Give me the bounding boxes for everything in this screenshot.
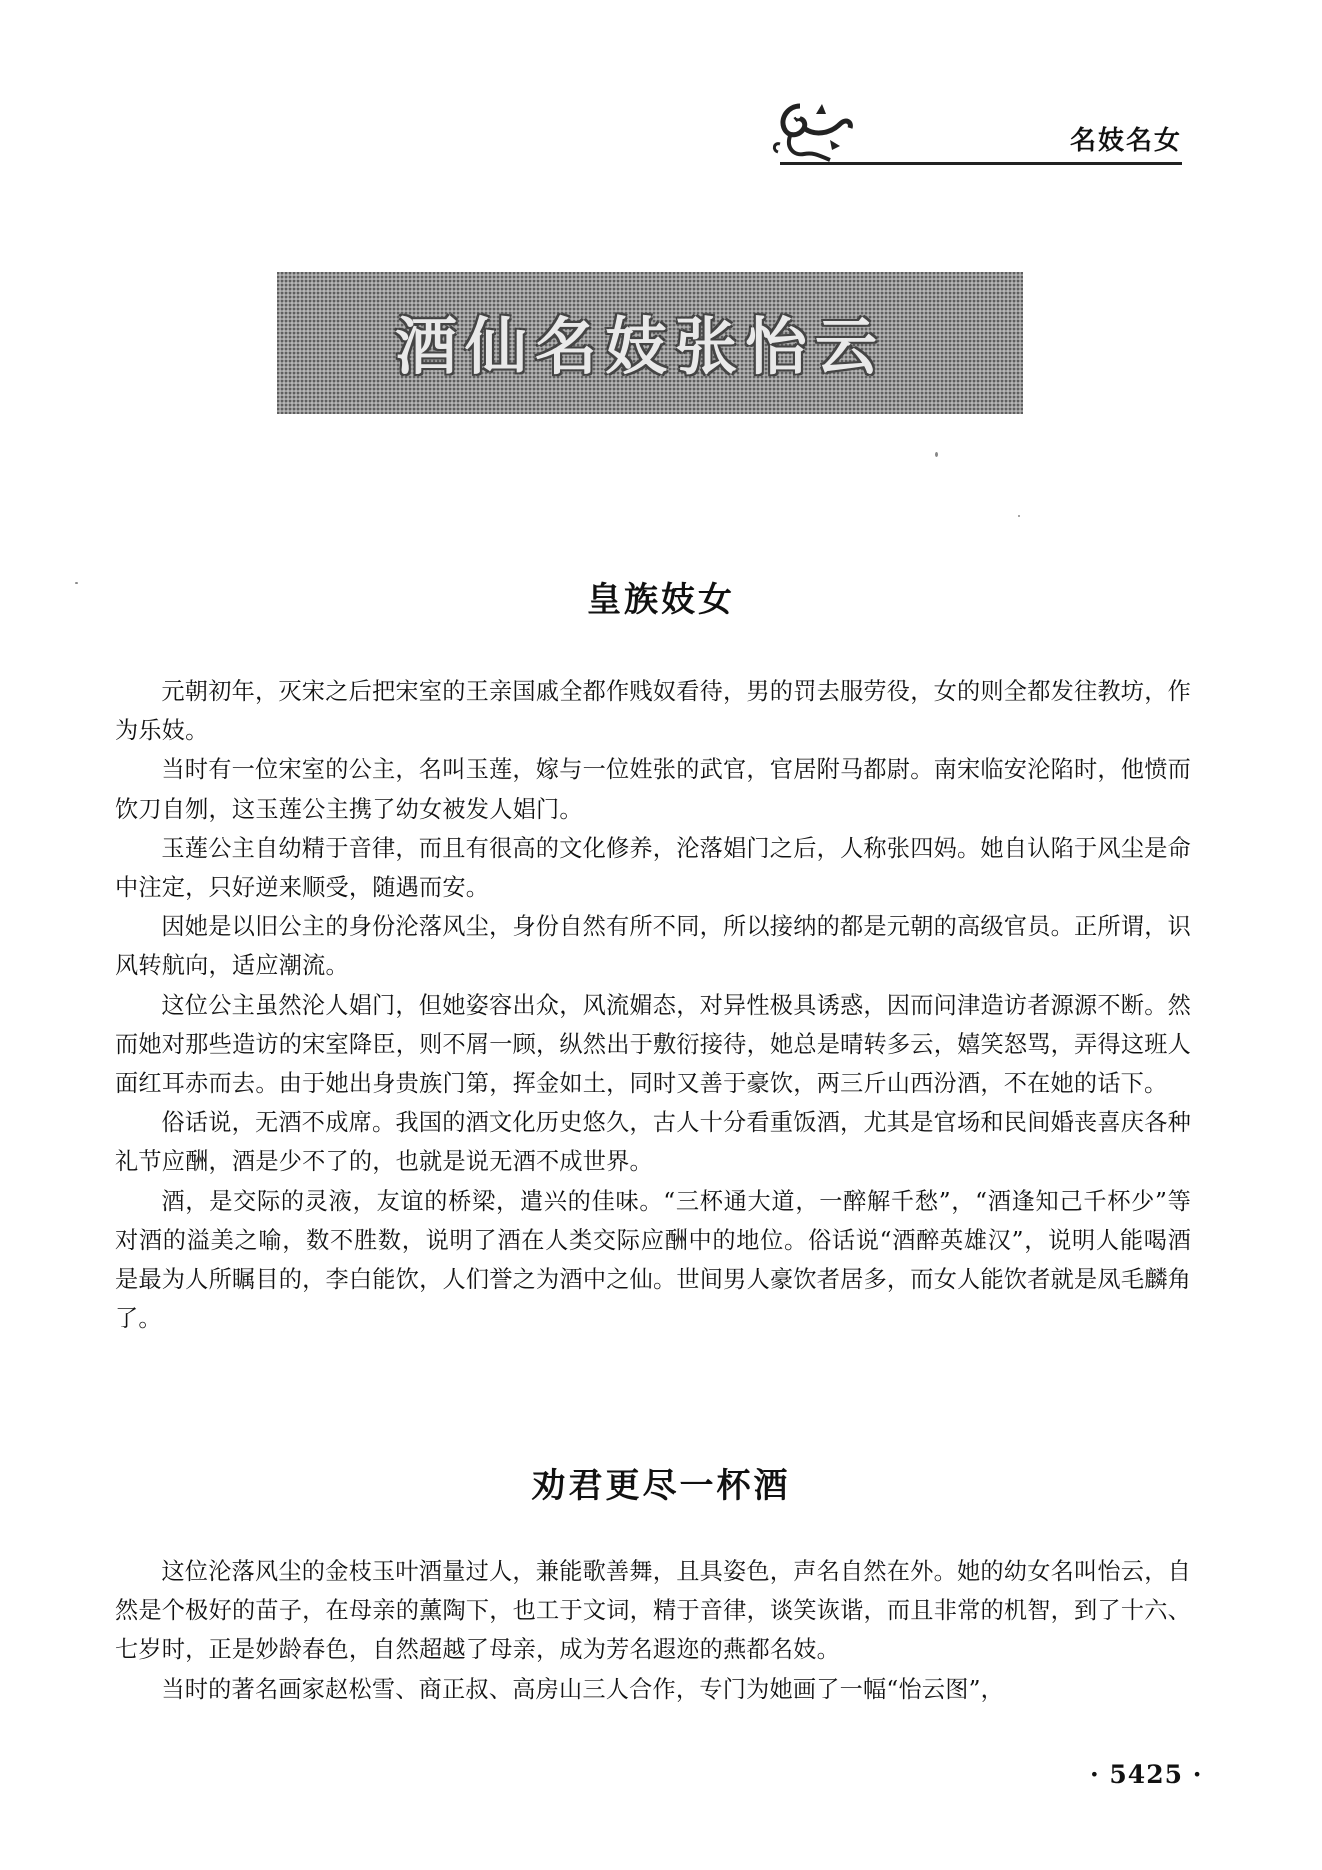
scan-speck xyxy=(75,582,78,584)
paragraph: 元朝初年，灭宋之后把宋室的王亲国戚全都作贱奴看待，男的罚去服劳役，女的则全都发往教坊，作为乐妓。 xyxy=(115,678,1191,745)
paragraph: 这位公主虽然沦人娼门，但她姿容出众，风流媚态，对异性极具诱惑，因而问津造访者源源不断。然而她对那些造访的宋室降臣，则不屑一顾，纵然出于敷衍接待，她总是晴转多云，嬉笑怒骂，弄得这班人面红耳赤而去。由于她出身贵族门第，挥金如土，同时又善于豪饮，两三斤山西汾酒，不在她的话下。 xyxy=(115,991,1191,1098)
header-rule xyxy=(780,162,1182,165)
running-header xyxy=(770,90,1190,170)
section-body xyxy=(115,1552,1191,1709)
section-heading: 劝君更尽一杯酒 xyxy=(531,1466,791,1506)
paragraph: 酒，是交际的灵液，友谊的桥梁，遣兴的佳味。“三杯通大道，一醉解千愁”，“酒逢知己千杯少”等对酒的溢美之喻，数不胜数，说明了酒在人类交际应酬中的地位。俗话说“酒醉英雄汉”，说明人能喝酒是最为人所瞩目的，李白能饮，人们誉之为酒中之仙。世间男人豪饮者居多，而女人能饮者就是凤毛麟角了。 xyxy=(115,1187,1191,1333)
scan-speck xyxy=(935,452,938,457)
scan-speck xyxy=(1018,515,1020,517)
page-number: · 5425 · xyxy=(1090,1760,1203,1789)
running-header-title: 名妓名女 xyxy=(1069,126,1182,156)
dragon-emblem-icon xyxy=(770,96,860,166)
section-body xyxy=(115,672,1191,1338)
paragraph: 因她是以旧公主的身份沦落风尘，身份自然有所不同，所以接纳的都是元朝的高级官员。正所谓，识风转航向，适应潮流。 xyxy=(115,913,1191,980)
paragraph: 这位沦落风尘的金枝玉叶酒量过人，兼能歌善舞，且具姿色，声名自然在外。她的幼女名叫怡云，自然是个极好的苗子，在母亲的薰陶下，也工于文词，精于音律，谈笑诙谐，而且非常的机智，到了十六、七岁时，正是妙龄春色，自然超越了母亲，成为芳名遐迩的燕都名妓。 xyxy=(115,1558,1191,1664)
chapter-title: 酒仙名妓张怡云 xyxy=(394,309,885,383)
paragraph: 当时有一位宋室的公主，名叫玉莲，嫁与一位姓张的武官，官居附马都尉。南宋临安沦陷时，他愤而饮刀自刎，这玉莲公主携了幼女被发人娼门。 xyxy=(115,756,1191,823)
paragraph: 俗话说，无酒不成席。我国的酒文化历史悠久，古人十分看重饭酒，尤其是官场和民间婚丧喜庆各种礼节应酬，酒是少不了的，也就是说无酒不成世界。 xyxy=(115,1109,1191,1176)
paragraph: 当时的著名画家赵松雪、商正叔、高房山三人合作，专门为她画了一幅“怡云图”， xyxy=(161,1675,1005,1703)
chapter-title-banner xyxy=(277,272,1023,414)
paragraph: 玉莲公主自幼精于音律，而且有很高的文化修养，沦落娼门之后，人称张四妈。她自认陷于风尘是命中注定，只好逆来顺受，随遇而安。 xyxy=(115,834,1191,902)
section-heading: 皇族妓女 xyxy=(587,580,735,620)
